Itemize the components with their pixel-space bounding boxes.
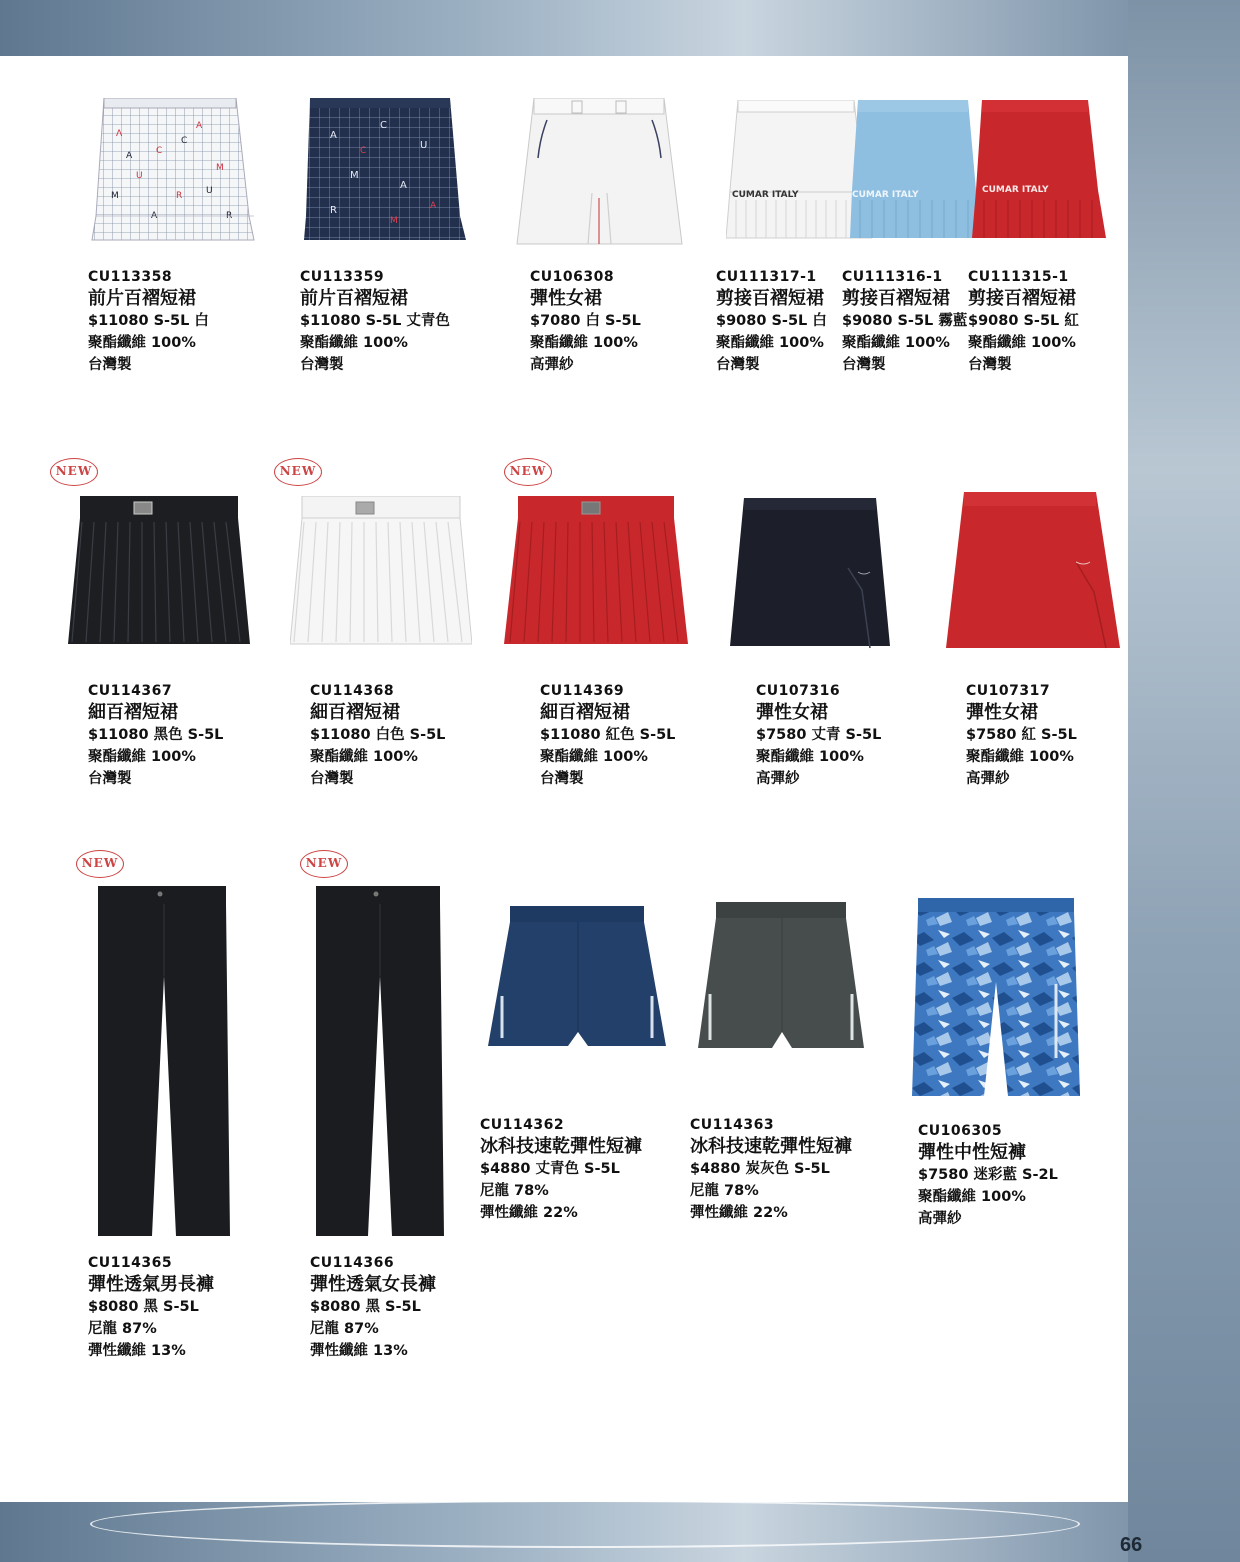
product-info-cu111315-1 (968, 266, 1079, 376)
product-price: $11080 S-5L 白 (88, 313, 209, 329)
product-image-cu106305 (912, 898, 1082, 1098)
product-material: 尼龍 87% (310, 1321, 379, 1337)
product-code: CU114362 (480, 1117, 565, 1133)
product-name: 細百褶短裙 (540, 702, 630, 723)
product-info-cu111317-1 (716, 266, 827, 376)
svg-text:C: C (360, 146, 367, 156)
product-material: 聚酯纖維 100% (530, 335, 638, 351)
product-code: CU111317-1 (716, 269, 817, 285)
svg-text:R: R (176, 191, 183, 201)
product-origin: 彈性纖維 13% (310, 1343, 408, 1359)
svg-text:M: M (216, 163, 224, 173)
product-material: 聚酯纖維 100% (88, 749, 196, 765)
product-code: CU111315-1 (968, 269, 1069, 285)
product-image-cu114366 (312, 886, 448, 1238)
product-image-cu107316 (730, 498, 892, 650)
product-material: 聚酯纖維 100% (716, 335, 824, 351)
product-image-cu114368 (290, 496, 472, 646)
product-material: 聚酯纖維 100% (966, 749, 1074, 765)
product-info-cu114365 (88, 1252, 214, 1362)
product-image-cu114365 (94, 886, 234, 1238)
product-material: 聚酯纖維 100% (310, 749, 418, 765)
product-price: $7580 迷彩藍 S-2L (918, 1167, 1058, 1183)
product-code: CU107317 (966, 683, 1051, 699)
product-info-cu106305 (918, 1120, 1058, 1230)
product-code: CU114365 (88, 1255, 173, 1271)
product-name: 彈性透氣男長褲 (88, 1274, 214, 1295)
product-name: 彈性女裙 (530, 288, 602, 309)
product-code: CU113358 (88, 269, 173, 285)
product-material: 聚酯纖維 100% (756, 749, 864, 765)
product-info-cu107316 (756, 680, 881, 790)
new-badge: NEW (274, 458, 322, 486)
product-info-cu114367 (88, 680, 223, 790)
product-code: CU107316 (756, 683, 841, 699)
svg-text:M: M (111, 191, 119, 201)
footer-arc (90, 1500, 1080, 1548)
product-material: 聚酯纖維 100% (88, 335, 196, 351)
product-price: $11080 白色 S-5L (310, 727, 446, 743)
svg-text:R: R (226, 211, 233, 221)
new-badge: NEW (76, 850, 124, 878)
product-origin: 高彈紗 (918, 1211, 962, 1227)
product-info-cu113358 (88, 266, 209, 376)
svg-text:U: U (206, 186, 213, 196)
product-price: $8080 黑 S-5L (88, 1299, 199, 1315)
product-price: $7080 白 S-5L (530, 313, 641, 329)
product-info-cu111316-1 (842, 266, 967, 376)
svg-text:M: M (350, 170, 359, 181)
product-origin: 台灣製 (968, 357, 1012, 373)
new-badge: NEW (504, 458, 552, 486)
product-origin: 台灣製 (842, 357, 886, 373)
product-name: 細百褶短裙 (88, 702, 178, 723)
product-price: $9080 S-5L 白 (716, 313, 827, 329)
product-info-cu114366 (310, 1252, 436, 1362)
product-origin: 台灣製 (310, 771, 354, 787)
product-image-cu114363 (698, 902, 866, 1058)
skirt-print-text: CUMAR ITALY (732, 190, 799, 200)
product-material: 聚酯纖維 100% (918, 1189, 1026, 1205)
product-code: CU114363 (690, 1117, 775, 1133)
product-material: 尼龍 78% (690, 1183, 759, 1199)
product-material: 聚酯纖維 100% (540, 749, 648, 765)
product-origin: 台灣製 (716, 357, 760, 373)
product-origin: 高彈紗 (530, 357, 574, 373)
product-price: $4880 丈青色 S-5L (480, 1161, 620, 1177)
svg-text:C: C (380, 120, 387, 131)
product-name: 彈性中性短褲 (918, 1142, 1026, 1163)
svg-text:Λ: Λ (116, 129, 123, 139)
product-info-cu114369 (540, 680, 675, 790)
svg-text:A: A (400, 180, 407, 191)
product-material: 聚酯纖維 100% (842, 335, 950, 351)
product-name: 彈性女裙 (966, 702, 1038, 723)
product-name: 冰科技速乾彈性短褲 (690, 1136, 852, 1157)
svg-text:R: R (330, 205, 337, 216)
product-origin: 彈性纖維 13% (88, 1343, 186, 1359)
product-name: 細百褶短裙 (310, 702, 400, 723)
product-material: 尼龍 87% (88, 1321, 157, 1337)
product-origin: 台灣製 (540, 771, 584, 787)
skirt-print-text: CUMAR ITALY (982, 185, 1049, 195)
product-price: $9080 S-5L 霧藍 (842, 313, 968, 329)
product-price: $4880 炭灰色 S-5L (690, 1161, 830, 1177)
product-price: $7580 紅 S-5L (966, 727, 1077, 743)
product-image-cu114367 (68, 496, 250, 646)
product-price: $11080 紅色 S-5L (540, 727, 676, 743)
product-image-cu111315-1 (972, 100, 1108, 240)
product-price: $11080 S-5L 丈青色 (300, 313, 450, 329)
product-name: 剪接百褶短裙 (968, 288, 1076, 309)
skirt-print-text: CUMAR ITALY (852, 190, 919, 200)
product-name: 前片百褶短裙 (300, 288, 408, 309)
product-code: CU114366 (310, 1255, 395, 1271)
svg-text:A: A (196, 121, 203, 131)
svg-text:A: A (330, 130, 337, 141)
product-material: 聚酯纖維 100% (968, 335, 1076, 351)
product-name: 冰科技速乾彈性短褲 (480, 1136, 642, 1157)
product-image-cu113359 (300, 98, 470, 243)
product-info-cu114362 (480, 1114, 642, 1224)
product-material: 聚酯纖維 100% (300, 335, 408, 351)
product-info-cu106308 (530, 266, 641, 376)
product-info-cu114368 (310, 680, 445, 790)
product-image-cu107317 (946, 492, 1120, 650)
svg-text:U: U (420, 140, 428, 151)
product-origin: 高彈紗 (756, 771, 800, 787)
product-price: $7580 丈青 S-5L (756, 727, 882, 743)
product-image-cu113358 (86, 98, 256, 243)
svg-text:C: C (181, 136, 188, 146)
svg-text:A: A (430, 201, 437, 211)
product-origin: 彈性纖維 22% (480, 1205, 578, 1221)
product-material: 尼龍 78% (480, 1183, 549, 1199)
product-origin: 台灣製 (88, 771, 132, 787)
product-code: CU111316-1 (842, 269, 943, 285)
svg-text:U: U (136, 171, 143, 181)
product-price: $11080 黑色 S-5L (88, 727, 224, 743)
product-code: CU106305 (918, 1123, 1003, 1139)
product-code: CU106308 (530, 269, 615, 285)
product-origin: 彈性纖維 22% (690, 1205, 788, 1221)
svg-text:A: A (151, 211, 158, 221)
new-badge: NEW (50, 458, 98, 486)
product-info-cu113359 (300, 266, 450, 376)
product-name: 剪接百褶短裙 (842, 288, 950, 309)
product-name: 前片百褶短裙 (88, 288, 196, 309)
product-name: 彈性透氣女長褲 (310, 1274, 436, 1295)
product-origin: 高彈紗 (966, 771, 1010, 787)
svg-text:M: M (390, 216, 398, 226)
product-price: $8080 黑 S-5L (310, 1299, 421, 1315)
product-name: 剪接百褶短裙 (716, 288, 824, 309)
product-price: $9080 S-5L 紅 (968, 313, 1079, 329)
product-image-cu114362 (488, 906, 668, 1058)
page-number: 66 (1120, 1534, 1143, 1556)
new-badge: NEW (300, 850, 348, 878)
product-code: CU113359 (300, 269, 385, 285)
product-image-cu111316-1 (848, 100, 984, 240)
product-name: 彈性女裙 (756, 702, 828, 723)
product-code: CU114369 (540, 683, 625, 699)
product-origin: 台灣製 (300, 357, 344, 373)
product-origin: 台灣製 (88, 357, 132, 373)
product-info-cu107317 (966, 680, 1077, 790)
product-info-cu114363 (690, 1114, 852, 1224)
svg-text:A: A (126, 151, 133, 161)
product-image-cu106308 (512, 98, 687, 246)
product-image-cu114369 (504, 496, 688, 646)
svg-text:C: C (156, 146, 163, 156)
product-code: CU114367 (88, 683, 173, 699)
side-strip (1128, 0, 1240, 1562)
product-code: CU114368 (310, 683, 395, 699)
